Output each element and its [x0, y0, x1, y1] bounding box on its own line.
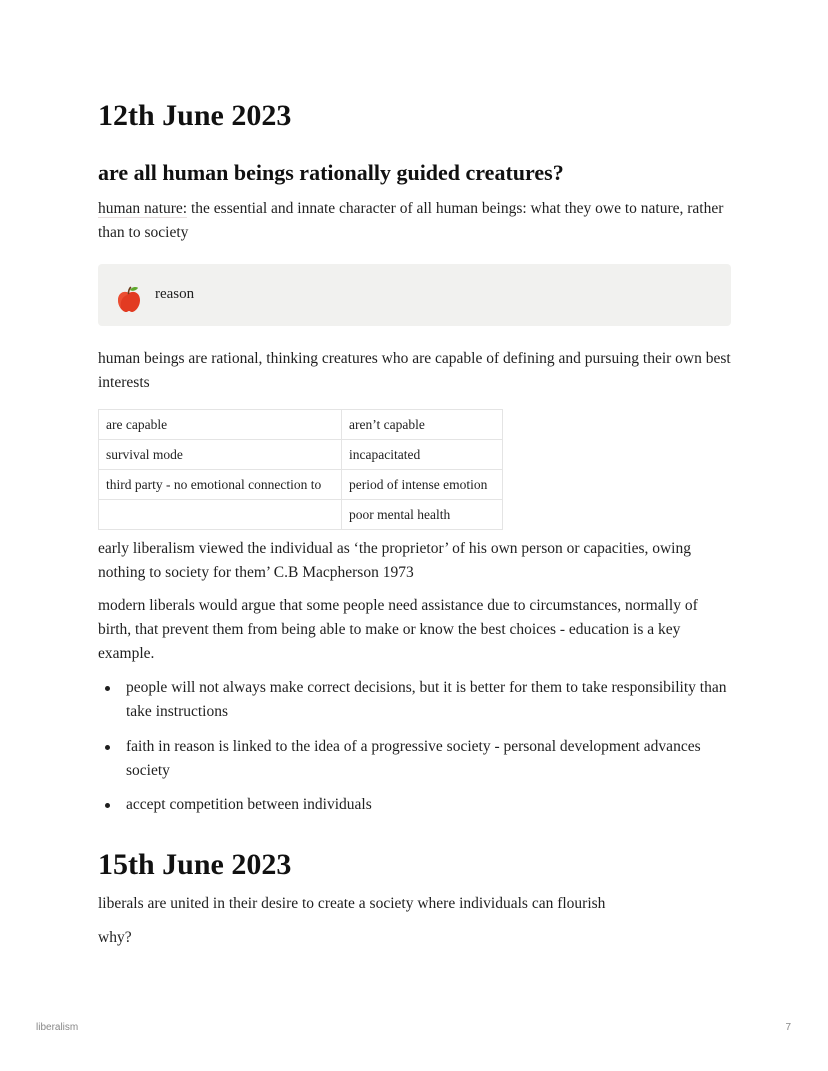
list-item: [98, 676, 733, 724]
table-cell: aren’t capable: [342, 410, 503, 440]
capability-table: [98, 409, 503, 530]
list-item-text: people will not always make correct decisions, but it is better for them to take responsibility than take instructions: [126, 679, 727, 720]
table-row: [99, 440, 503, 470]
section-title-date: 12th June 2023: [98, 99, 292, 132]
modern-liberals-paragraph: modern liberals would argue that some people need assistance due to circumstances, normally of birth, that prevent them from being able to make or know the best choices - education is a key example.: [98, 597, 698, 662]
definition-text: the essential and innate character of all human beings: what they owe to nature, rather than to society: [98, 200, 724, 241]
table-cell: are capable: [99, 410, 342, 440]
liberals-united-paragraph: liberals are united in their desire to create a society where individuals can flourish: [98, 895, 606, 912]
callout-box: [98, 264, 731, 326]
table-row: [99, 470, 503, 500]
callout-text: reason: [155, 286, 195, 302]
table-cell: poor mental health: [342, 500, 503, 530]
table-cell: [99, 500, 342, 530]
footer-document-title: liberalism: [36, 1022, 79, 1033]
table-row: [99, 500, 503, 530]
list-item-text: faith in reason is linked to the idea of a progressive society - personal development advances society: [126, 738, 701, 779]
table-cell: incapacitated: [342, 440, 503, 470]
bullet-icon: [105, 745, 110, 750]
bullet-icon: [105, 803, 110, 808]
section-question-heading: are all human beings rationally guided creatures?: [98, 160, 564, 185]
section-title-date: 15th June 2023: [98, 848, 292, 881]
list-item: [98, 735, 733, 783]
table-cell: third party - no emotional connection to: [99, 470, 342, 500]
table-cell: survival mode: [99, 440, 342, 470]
list-item: [98, 793, 733, 817]
early-liberalism-paragraph: early liberalism viewed the individual as ‘the proprietor’ of his own person or capacities, owing nothing to society for them’ C.B Macpherson 1973: [98, 540, 691, 581]
bullet-icon: [105, 686, 110, 691]
footer-page-number: 7: [785, 1022, 791, 1033]
rational-paragraph: human beings are rational, thinking creatures who are capable of defining and pursuing their own best interests: [98, 350, 731, 391]
table-cell: period of intense emotion: [342, 470, 503, 500]
why-paragraph: why?: [98, 929, 132, 946]
list-item-text: accept competition between individuals: [126, 796, 372, 813]
definition-paragraph: [98, 197, 728, 245]
bullet-list: [98, 676, 733, 828]
red-apple-icon: [115, 285, 143, 313]
definition-term: human nature:: [98, 200, 188, 217]
table-row: [99, 410, 503, 440]
